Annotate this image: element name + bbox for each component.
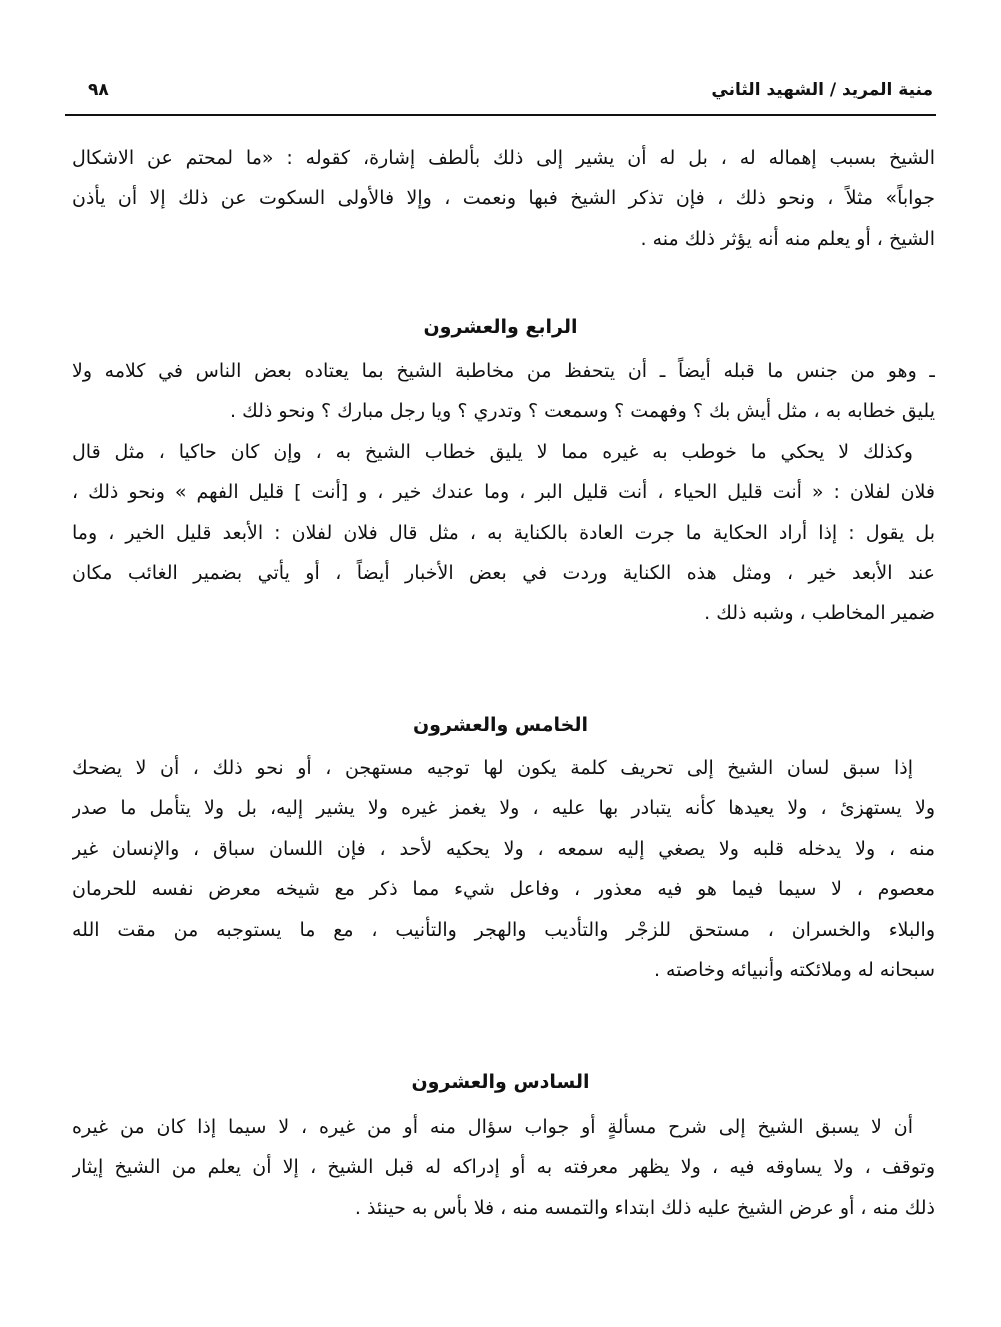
section-26-body — [72, 1107, 935, 1228]
intro-paragraph — [72, 138, 935, 259]
section-heading-26: السادس والعشرون — [411, 1071, 590, 1093]
text-line: وكذلك لا يحكي ما خوطب به غيره مما لا يليق خطاب الشيخ به ، وإن كان حاكيا ، مثل قال — [72, 440, 913, 463]
text-line: ذلك منه ، أو عرض الشيخ عليه ذلك ابتداء والتمسه منه ، فلا بأس به حينئذ . — [354, 1196, 935, 1219]
text-line: عند الأبعد خير ، ومثل هذه الكناية وردت في بعض الأخبار أيضاً ، أو يأتي بضمير الغائب مكان — [72, 561, 935, 584]
text-line: والبلاء والخسران ، مستحق للزجْر والتأديب والهجر والتأنيب ، مع ما يستوجبه من مقت الله — [72, 918, 935, 941]
text-line: منه ، ولا يدخله قلبه ولا يصغي إليه سمعه ، ولا يحكيه لأحد ، فإن اللسان سباق ، والإنسان غير — [72, 837, 935, 860]
text-line: إذا سبق لسان الشيخ إلى تحريف كلمة يكون لها توجيه مستهجن ، أو نحو ذلك ، أن لا يضحك — [72, 757, 913, 779]
text-line: ضمير المخاطب ، وشبه ذلك . — [704, 602, 935, 625]
text-line: سبحانه له وملائكته وأنبيائه وخاصته . — [653, 958, 935, 981]
text-line: معصوم ، لا سيما فيما هو فيه معذور ، وفاعل شيء مما ذكر مع شيخه معرض نفسه للحرمان — [72, 878, 935, 901]
text-line: أن لا يسبق الشيخ إلى شرح مسألةٍ أو جواب سؤال منه أو من غيره ، لا سيما إذا كان من غيره — [72, 1116, 913, 1138]
text-line: فلان لفلان : « أنت قليل الحياء ، أنت قليل البر ، وما عندك خير ، و [أنت ] قليل الفهم » ونحو ذلك ، — [72, 481, 935, 504]
page-number: ٩٨ — [88, 80, 109, 100]
text-line: يليق خطابه به ، مثل أيش بك ؟ وفهمت ؟ وسمعت ؟ وتدري ؟ ويا رجل مبارك ؟ ونحو ذلك . — [230, 400, 935, 423]
text-line: الشيخ ، أو يعلم منه أنه يؤثر ذلك منه . — [640, 227, 935, 250]
text-line: الشيخ بسبب إهماله له ، بل له أن يشير إلى ذلك بألطف إشارة، كقوله : «ما لمحتم عن الاشكال — [72, 147, 935, 169]
section-heading-24: الرابع والعشرون — [423, 316, 578, 338]
text-line: بل يقول : إذا أراد الحكاية ما جرت العادة بالكناية به ، مثل قال فلان لفلان : الأبعد قليل الخير ، وما — [72, 521, 935, 544]
text-line: جواباً» مثلاً ، ونحو ذلك ، فإن تذكر الشيخ فبها ونعمت ، وإلا فالأولى السكوت عن ذلك إلا أن يأذن — [72, 187, 935, 210]
text-line: وتوقف ، ولا يساوقه فيه ، ولا يظهر معرفته به أو إدراكه له قبل الشيخ ، إلا أن يعلم من الشيخ إيثار — [72, 1156, 935, 1179]
section-heading-25: الخامس والعشرون — [412, 714, 589, 736]
section-25-body — [72, 748, 935, 990]
section-24-body — [72, 351, 935, 634]
text-line: ـ وهو من جنس ما قبله أيضاً ـ أن يتحفظ من مخاطبة الشيخ بما يعتاده بعض الناس في كلامه ولا — [72, 360, 935, 382]
text-line: ولا يستهزئ ، ولا يعيدها كأنه يتبادر بها عليه ، ولا يغمز غيره ولا يشير إليه، بل ولا يتأمل ما صدر — [72, 797, 935, 820]
header-rule — [65, 114, 936, 116]
running-title: منية المريد / الشهيد الثاني — [711, 80, 933, 100]
